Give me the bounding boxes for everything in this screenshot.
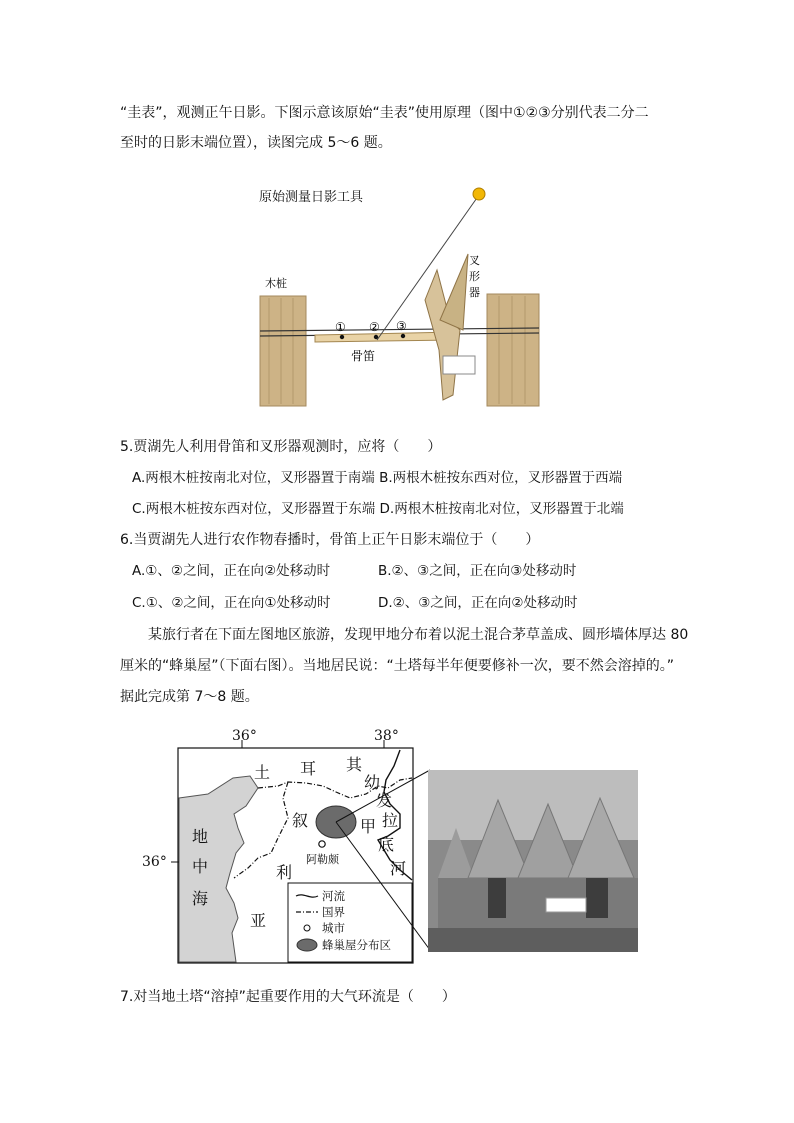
- legend-city-icon: [304, 925, 310, 931]
- q6-stem: 6.当贾湖先人进行农作物春播时，骨笛上正午日影末端位于（ ）: [120, 532, 540, 548]
- q7-stem: 7.对当地土塔“溶掉”起重要作用的大气环流是（ ）: [120, 989, 456, 1005]
- syria-label-3: 亚: [250, 911, 267, 930]
- lon-36-label: 36°: [232, 728, 257, 744]
- legend-river-label: 河流: [322, 889, 345, 903]
- river-label-3: 拉: [382, 811, 399, 830]
- marker-dot-1: [340, 335, 344, 339]
- q5-options-cd: C.两根木桩按东西对位，叉形器置于东端 D.两根木桩按南北对位，叉形器置于北端: [132, 501, 624, 517]
- aleppo-label: 阿勒颇: [306, 853, 339, 866]
- beehive-house-photo: [428, 770, 638, 952]
- right-wooden-post: [487, 294, 539, 406]
- figure1-title: 原始测量日影工具: [259, 190, 364, 205]
- sea-label-3: 海: [192, 889, 209, 908]
- lon-38-label: 38°: [374, 728, 399, 744]
- aleppo-city-icon: [319, 841, 325, 847]
- marker-dot-3: [401, 334, 405, 338]
- fork-label-3: 器: [469, 286, 480, 299]
- passage2-line-1: 某旅行者在下面左图地区旅游，发现甲地分布着以泥土混合茅草盖成、圆形墙体厚达 80: [148, 627, 689, 643]
- post-label: 木桩: [265, 277, 287, 290]
- lat-36-label: 36°: [142, 854, 167, 870]
- legend-border-label: 国界: [322, 905, 345, 919]
- syria-label-2: 利: [276, 863, 293, 882]
- jia-label: 甲: [360, 817, 377, 836]
- marker-label-2: ②: [369, 320, 380, 334]
- passage2-line-2: 厘米的“蜂巢屋”（下面右图）。当地居民说：“土塔每半年便要修补一次，要不然会溶掉的。”: [120, 658, 675, 674]
- river-label-5: 河: [390, 859, 407, 878]
- q5-stem: 5.贾湖先人利用骨笛和叉形器观测时，应将（ ）: [120, 439, 442, 455]
- shadow-tool-figure: [255, 180, 555, 410]
- bone-flute-label: 骨笛: [351, 349, 376, 363]
- q5-options-ab: A.两根木桩按南北对位，叉形器置于南端 B.两根木桩按东西对位，叉形器置于西端: [132, 470, 623, 486]
- turkey-label-3: 其: [346, 755, 363, 774]
- intro-line-2: 至时的日影末端位置），读图完成 5～6 题。: [120, 135, 392, 151]
- legend-beehive-icon: [297, 939, 317, 951]
- legend-city-label: 城市: [322, 921, 345, 935]
- marker-label-1: ①: [335, 320, 346, 334]
- river-label-1: 幼: [364, 773, 381, 792]
- fork-device: [425, 254, 475, 400]
- marker-dot-2: [374, 335, 378, 339]
- left-wooden-post: [260, 296, 306, 406]
- sea-label-1: 地: [192, 827, 209, 846]
- marker-label-3: ③: [396, 319, 407, 333]
- turkey-label-1: 土: [254, 763, 271, 782]
- fork-label-1: 叉: [469, 254, 480, 267]
- q6-option-b: B.②、③之间，正在向③处移动时: [378, 563, 577, 579]
- sun-icon: [473, 188, 485, 200]
- q6-option-c: C.①、②之间，正在向①处移动时: [132, 595, 331, 611]
- sea-label-2: 中: [192, 857, 209, 876]
- river-label-2: 发: [376, 791, 393, 810]
- legend-beehive-label: 蜂巢屋分布区: [322, 938, 391, 952]
- q6-option-a: A.①、②之间，正在向②处移动时: [132, 563, 331, 579]
- beehive-house-figure: [138, 728, 648, 968]
- q6-option-d: D.②、③之间，正在向②处移动时: [378, 595, 578, 611]
- turkey-label-2: 耳: [300, 759, 317, 778]
- syria-label-1: 叙: [292, 811, 309, 830]
- river-label-4: 底: [378, 835, 395, 854]
- passage2-line-3: 据此完成第 7～8 题。: [120, 689, 259, 705]
- fork-label-2: 形: [469, 270, 480, 283]
- intro-line-1: “圭表”，观测正午日影。下图示意该原始“圭表”使用原理（图中①②③分别代表二分二: [120, 105, 649, 121]
